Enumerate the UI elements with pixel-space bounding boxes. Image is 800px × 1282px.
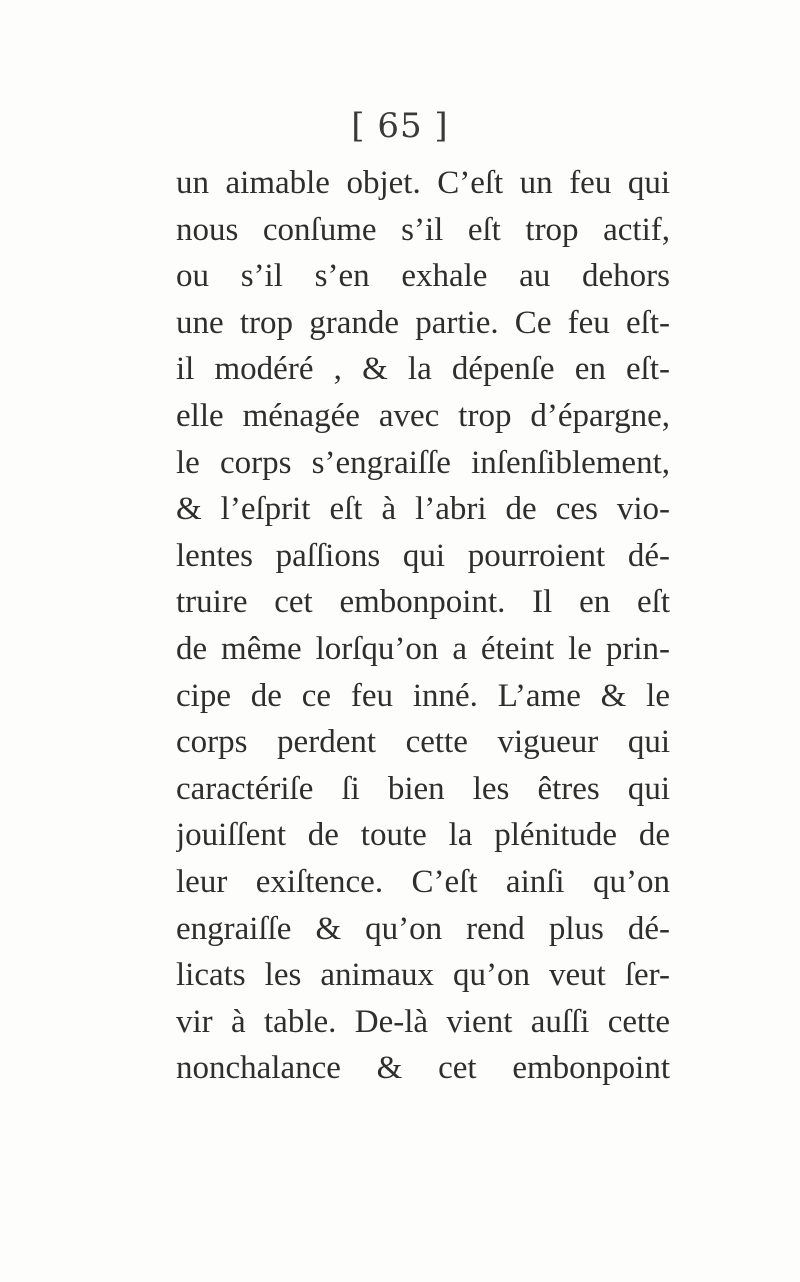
text-line: le corps s’engraiſſe inſenſiblement, [176,444,670,481]
text-line: elle ménagée avec trop d’épargne, [176,397,670,434]
text-line: jouiſſent de toute la plénitude de [176,817,670,854]
text-line: corps perdent cette vigueur qui [176,724,670,761]
text-line: cipe de ce feu inné. L’ame & le [176,677,670,714]
text-line: il modéré , & la dépenſe en eſt- [176,351,670,388]
text-line: truire cet embonpoint. Il en eſt [176,584,670,621]
page-number: [ 65 ] [351,106,449,146]
text-line: nonchalance & cet embonpoint [176,1050,670,1087]
text-line: de même lorſqu’on a éteint le prin- [176,630,670,667]
text-line: nous conſume s’il eſt trop actif, [176,211,670,248]
text-line: engraiſſe & qu’on rend plus dé- [176,910,670,947]
text-line: caractériſe ſi bien les êtres qui [176,770,670,807]
text-line: licats les animaux qu’on veut ſer- [176,957,670,994]
text-line: une trop grande partie. Ce feu eſt- [176,304,670,341]
text-line: leur exiſtence. C’eſt ainſi qu’on [176,863,670,900]
text-line: ou s’il s’en exhale au dehors [176,258,670,295]
body-text [176,160,670,1092]
text-line: vir à table. De-là vient auſſi cette [176,1003,670,1040]
text-line: & l’eſprit eſt à l’abri de ces vio- [176,491,670,528]
text-line: un aimable objet. C’eſt un feu qui [176,165,670,201]
text-line: lentes paſſions qui pourroient dé- [176,537,670,574]
